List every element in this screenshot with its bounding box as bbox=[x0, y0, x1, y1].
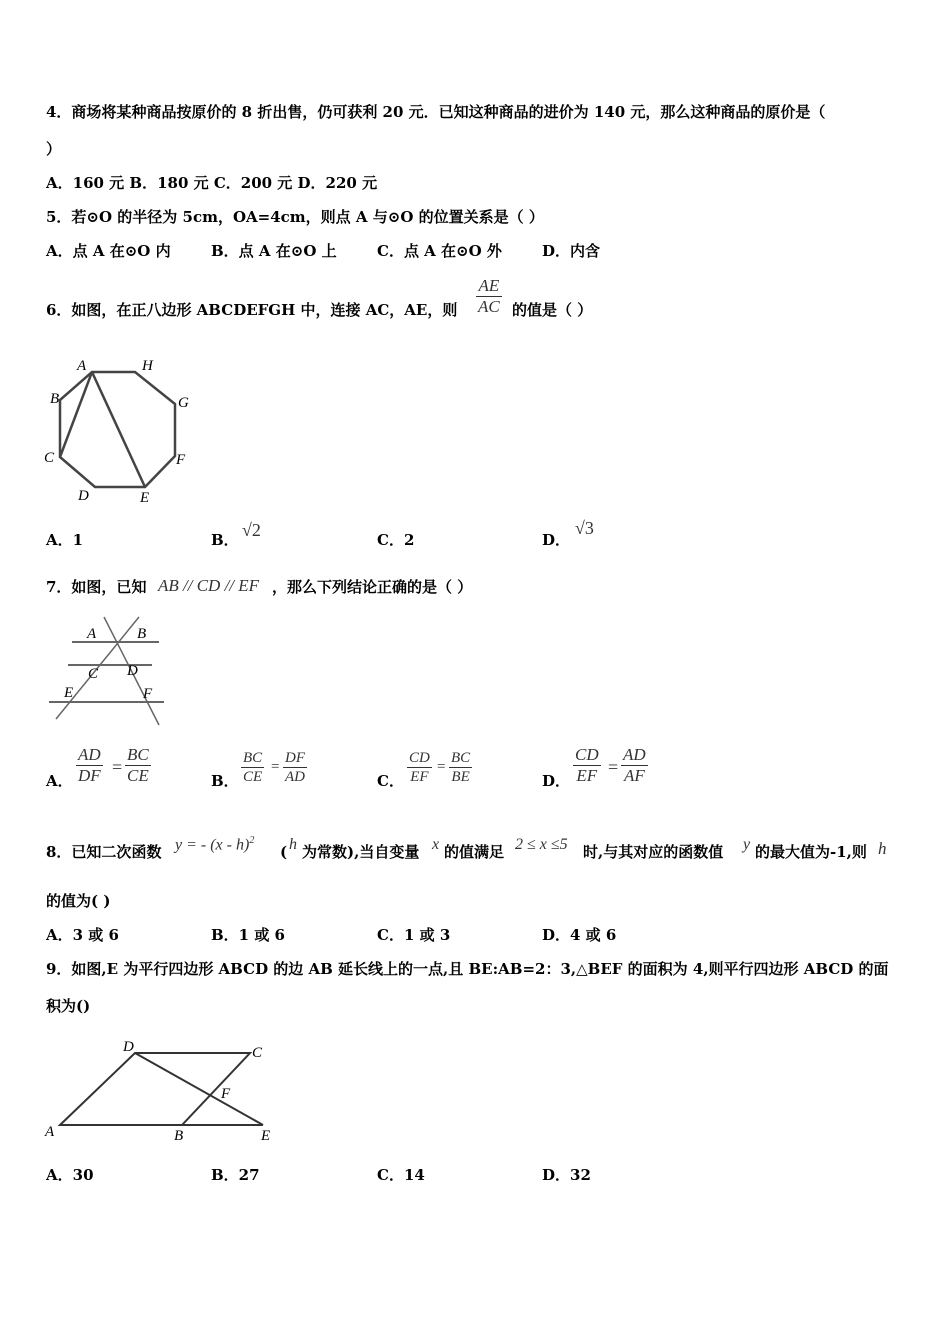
q7-c-den1: EF bbox=[410, 769, 429, 785]
q5-stem: 5．若⊙O 的半径为 5cm，OA=4cm，则点 A 与⊙O 的位置关系是（ ） bbox=[46, 208, 544, 226]
segment-de bbox=[135, 1053, 263, 1125]
q7-d-frac1 bbox=[573, 745, 601, 786]
segment-ae bbox=[92, 372, 145, 487]
q7-c-num2: BC bbox=[451, 750, 471, 766]
octagon-figure bbox=[40, 352, 200, 512]
q8-range: 2 ≤ x ≤5 bbox=[515, 836, 568, 853]
q9-stem-line2: 积为() bbox=[46, 997, 91, 1015]
label-e: E bbox=[140, 490, 150, 506]
q9-option-b: B．27 bbox=[211, 1166, 260, 1184]
q8-option-c: C．1 或 3 bbox=[377, 926, 451, 944]
q8-x: x bbox=[432, 836, 440, 853]
q7-a-den1: DF bbox=[78, 766, 101, 785]
q6-option-b-value: √2 bbox=[242, 520, 261, 540]
label-d: D bbox=[78, 488, 89, 504]
q6-fraction bbox=[476, 276, 502, 317]
q8-y: y bbox=[743, 836, 751, 853]
q7-d-eq: = bbox=[608, 757, 619, 777]
q8-option-a: A．3 或 6 bbox=[46, 926, 119, 944]
q8-function-exp: 2 bbox=[249, 835, 255, 846]
q9-stem-line1: 9．如图,E 为平行四边形 ABCD 的边 AB 延长线上的一点,且 BE:AB=2：3,△BEF 的面积为 4,则平行四边形 ABCD 的面 bbox=[46, 960, 889, 978]
q8-stem-p5: 时,与其对应的函数值 bbox=[583, 843, 724, 861]
q6-option-a: A．1 bbox=[46, 531, 84, 549]
label-a: A bbox=[77, 358, 87, 374]
q7-b-den2: AD bbox=[285, 769, 305, 785]
q5-option-b: B．点 A 在⊙O 上 bbox=[211, 242, 337, 260]
q7-a-eq: = bbox=[112, 757, 123, 777]
q4-options: A．160 元 B．180 元 C．200 元 D．220 元 bbox=[46, 174, 378, 192]
q7-b-frac1 bbox=[241, 749, 264, 786]
q5-option-c: C．点 A 在⊙O 外 bbox=[377, 242, 502, 260]
label-f: F bbox=[143, 686, 153, 702]
label-b: B bbox=[137, 626, 147, 642]
q7-b-eq: = bbox=[271, 759, 280, 775]
label-a: A bbox=[87, 626, 97, 642]
q6-option-b: B． bbox=[211, 531, 239, 549]
q9-option-a: A．30 bbox=[46, 1166, 94, 1184]
q7-c-frac2 bbox=[449, 749, 472, 786]
q7-d-num2: AD bbox=[623, 745, 646, 764]
label-b: B bbox=[50, 391, 60, 407]
q7-option-c: C． bbox=[377, 772, 404, 790]
q7-option-a: A． bbox=[46, 772, 73, 790]
label-c: C bbox=[88, 666, 99, 682]
q8-function-body: y = - (x - h) bbox=[175, 836, 250, 854]
q7-b-frac2 bbox=[283, 749, 307, 786]
label-d: D bbox=[127, 663, 138, 679]
q6-option-d-value: √3 bbox=[575, 518, 594, 538]
q7-a-num1: AD bbox=[78, 745, 101, 764]
q8-option-d: D．4 或 6 bbox=[542, 926, 617, 944]
q7-d-den2: AF bbox=[623, 766, 645, 785]
q8-function bbox=[175, 832, 254, 854]
q6-stem-tail: 的值是（ ） bbox=[512, 301, 593, 319]
q7-d-num1: CD bbox=[575, 745, 599, 764]
q6-option-c: C．2 bbox=[377, 531, 415, 549]
q9-option-d: D．32 bbox=[542, 1166, 591, 1184]
q9-option-c: C．14 bbox=[377, 1166, 425, 1184]
label-a: A bbox=[45, 1124, 55, 1140]
q8-stem-p4: 的值满足 bbox=[444, 843, 505, 861]
label-c: C bbox=[44, 450, 55, 466]
q7-stem-post: ，那么下列结论正确的是（ ） bbox=[272, 578, 473, 596]
q8-stem-p1: 8．已知二次函数 bbox=[46, 843, 162, 861]
label-b: B bbox=[174, 1128, 184, 1144]
label-f: F bbox=[176, 452, 186, 468]
q5-option-d: D．内含 bbox=[542, 242, 601, 260]
q7-c-eq: = bbox=[437, 759, 446, 775]
q8-stem-line2: 的值为( ) bbox=[46, 892, 111, 910]
q7-stem-math: AB // CD // EF bbox=[158, 576, 260, 595]
q5-option-a: A．点 A 在⊙O 内 bbox=[46, 242, 171, 260]
q7-a-den2: CE bbox=[127, 766, 149, 785]
q7-d-frac2 bbox=[621, 745, 648, 786]
q4-stem-line2: ） bbox=[46, 140, 62, 158]
label-e: E bbox=[261, 1128, 271, 1144]
q7-a-frac2 bbox=[125, 745, 151, 786]
label-c: C bbox=[252, 1045, 263, 1061]
q8-stem-p2: ( bbox=[280, 843, 288, 861]
q7-c-frac1 bbox=[407, 749, 432, 786]
q7-option-d: D． bbox=[542, 772, 571, 790]
q7-a-num2: BC bbox=[127, 745, 149, 764]
q7-option-b: B． bbox=[211, 772, 239, 790]
parallel-lines-figure bbox=[44, 612, 174, 728]
q8-stem-p6: 的最大值为-1,则 bbox=[755, 843, 867, 861]
q6-fraction-den: AC bbox=[478, 297, 500, 316]
q6-fraction-num: AE bbox=[476, 276, 502, 297]
q7-d-den1: EF bbox=[576, 766, 598, 785]
label-d: D bbox=[123, 1039, 134, 1055]
q7-a-frac1 bbox=[76, 745, 103, 786]
label-h: H bbox=[142, 358, 153, 374]
q8-stem-p3: 为常数),当自变量 bbox=[302, 843, 420, 861]
q6-option-d: D． bbox=[542, 531, 571, 549]
q7-stem-pre: 7．如图，已知 bbox=[46, 578, 147, 596]
parallelogram-figure bbox=[40, 1035, 290, 1150]
q4-stem-line1: 4．商场将某种商品按原价的 8 折出售，仍可获利 20 元．已知这种商品的进价为 140 元，那么这种商品的原价是（ bbox=[46, 103, 826, 121]
q7-b-num2: DF bbox=[285, 750, 305, 766]
label-g: G bbox=[178, 395, 189, 411]
q8-h2: h bbox=[878, 839, 887, 858]
q7-b-den1: CE bbox=[243, 769, 263, 785]
q7-b-num1: BC bbox=[243, 750, 263, 766]
q8-h1: h bbox=[289, 836, 297, 853]
q7-c-num1: CD bbox=[409, 750, 430, 766]
q8-option-b: B．1 或 6 bbox=[211, 926, 285, 944]
q7-c-den2: BE bbox=[451, 769, 470, 785]
label-e: E bbox=[64, 685, 74, 701]
q6-stem: 6．如图，在正八边形 ABCDEFGH 中，连接 AC，AE，则 bbox=[46, 301, 458, 319]
label-f: F bbox=[221, 1086, 231, 1102]
